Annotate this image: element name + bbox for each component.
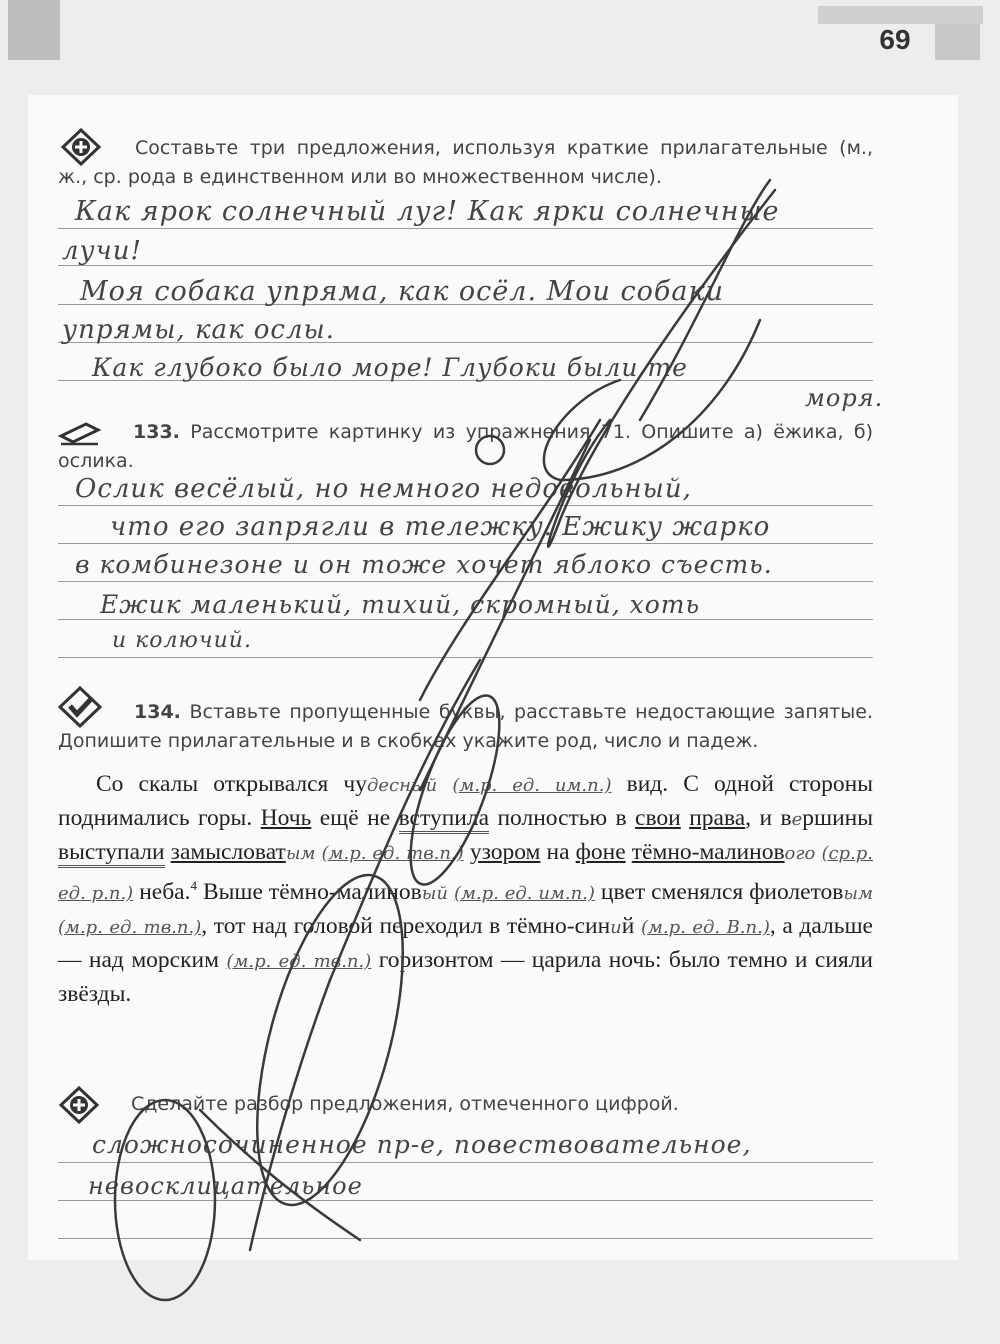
grammar-note: (м.р. ед. им.п.)	[453, 882, 595, 904]
handwritten-answer-line: что его запрягли в тележку. Ежику жарко	[110, 512, 771, 542]
filled-letters: е	[791, 809, 803, 830]
handwritten-answer-line: невосклицательное	[88, 1172, 363, 1200]
handwritten-answer-line: Моя собака упряма, как осёл. Мои собаки	[80, 276, 724, 307]
sentence-marker: 4	[190, 878, 197, 893]
handwritten-answer-line: Ежик маленький, тихий, скромный, хоть	[100, 590, 701, 619]
text: й	[621, 912, 635, 939]
underlined-word: замысловат	[170, 839, 286, 865]
task-instruction: Вставьте пропущенные буквы, расставьте недостающие запятые. Допишите прилагательные и в скобках укажите род, число и падеж.	[58, 701, 873, 752]
predicate-word: вступила	[399, 805, 489, 834]
task-b-text: Сделайте разбор предложения, отмеченного цифрой.	[131, 1093, 679, 1115]
underlined-word: права	[689, 805, 746, 831]
handwritten-answer-line: Ослик весёлый, но немного недовольный,	[75, 474, 692, 504]
filled-letters: ым	[285, 843, 316, 864]
text: Выше тёмно-малинов	[202, 878, 422, 905]
grammar-note: (ср.р. ед. р.п.)	[58, 843, 874, 904]
subject-word: Ночь	[260, 805, 312, 831]
underlined-word: фоне	[575, 839, 626, 865]
underlined-word: свои	[635, 805, 681, 831]
predicate-word: выступали	[58, 839, 165, 868]
filled-letters: и	[610, 916, 622, 938]
handwritten-answer-line: моря.	[805, 384, 884, 412]
handwritten-answer-line: Как ярок солнечный луг! Как ярки солнечные	[75, 196, 780, 227]
grammar-note: (м.р. ед. В.п.)	[640, 916, 770, 938]
text: неба.	[139, 878, 191, 905]
task-number: 133.	[133, 421, 180, 443]
filled-letters: десный	[366, 775, 438, 796]
filled-letters: ым	[843, 882, 873, 904]
text: на	[546, 839, 570, 865]
handwritten-answer-line: упрямы, как ослы.	[62, 315, 335, 345]
task-number: 134.	[134, 701, 181, 723]
page-number: 69	[879, 24, 911, 55]
text: цвет сменялся фиолетов	[600, 878, 844, 905]
grammar-note: (м.р. ед. им.п.)	[452, 775, 612, 796]
grammar-note: (м.р. ед. тв.п.)	[321, 843, 464, 864]
handwritten-answer-line: лучи!	[62, 236, 143, 266]
handwritten-answer-line: в комбинезоне и он тоже хочет яблоко съесть.	[75, 550, 773, 579]
text: ещё не	[319, 805, 391, 831]
handwritten-answer-line: и колючий.	[112, 628, 252, 653]
text: ршины	[802, 805, 874, 831]
handwritten-answer-line: сложносочиненное пр-е, повествовательное,	[92, 1130, 752, 1159]
handwritten-answer-line: Как глубоко было море! Глубоки были те	[92, 353, 688, 382]
text: , и в	[745, 805, 792, 831]
text: , а дальше — над морским	[58, 912, 873, 973]
filled-letters: ый	[421, 882, 448, 904]
grammar-note: (м.р. ед. тв.п.)	[58, 916, 202, 938]
task-instruction: Рассмотрите картинку из упражнения 71. Опишите а) ёжика, б) ослика.	[58, 421, 874, 472]
underlined-word: тёмно-малинов	[631, 839, 785, 865]
grammar-note: (м.р. ед. тв.п.)	[226, 950, 372, 972]
underlined-word: узором	[469, 839, 541, 865]
text: вид. С одной стороны поднимались горы.	[58, 771, 873, 831]
filled-letters: ого	[784, 843, 816, 864]
text: горизонтом — царила ночь: было темно и сияли звёзды.	[58, 946, 874, 1007]
text: , тот над головой переходил в тёмно-син	[201, 912, 611, 939]
task-a-text: Составьте три предложения, используя краткие прилагательные (м., ж., ср. рода в единственном или во множественном числе).	[58, 137, 873, 188]
text: полностью в	[497, 805, 627, 831]
text: Со скалы открывался чу	[96, 771, 367, 797]
